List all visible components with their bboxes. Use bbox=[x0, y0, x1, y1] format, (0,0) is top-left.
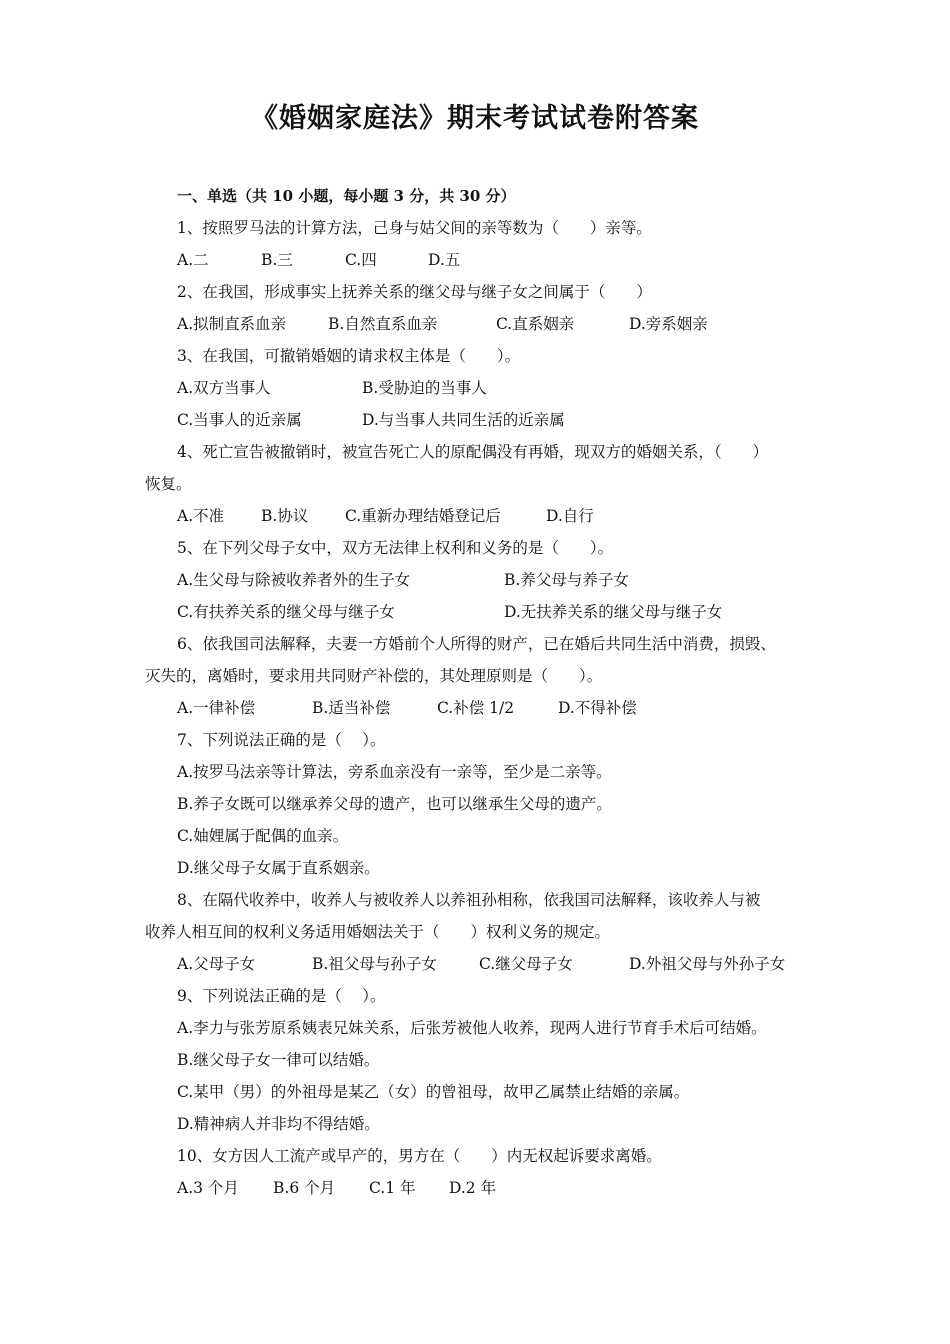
question-9-option-d: D.精神病人并非均不得结婚。 bbox=[177, 1115, 380, 1133]
question-7-option-c: C.妯娌属于配偶的血亲。 bbox=[177, 827, 349, 845]
option-b: B.协议 bbox=[261, 507, 309, 525]
option-a: A.不准 bbox=[177, 507, 225, 525]
question-4-stem-cont: 恢复。 bbox=[145, 475, 192, 493]
document-title: 《婚姻家庭法》期末考试试卷附答案 bbox=[251, 103, 699, 134]
option-d: D.不得补偿 bbox=[558, 699, 637, 717]
option-d: D.与当事人共同生活的近亲属 bbox=[362, 411, 565, 429]
section-heading: 一、单选（共 10 小题，每小题 3 分，共 30 分） bbox=[177, 187, 516, 205]
option-a: A.一律补偿 bbox=[177, 699, 256, 717]
option-d: D.旁系姻亲 bbox=[629, 315, 708, 333]
question-8-stem-cont: 收养人相互间的权利义务适用婚姻法关于（ ）权利义务的规定。 bbox=[145, 923, 611, 941]
option-a: A.拟制直系血亲 bbox=[177, 315, 287, 333]
option-c: C.有扶养关系的继父母与继子女 bbox=[177, 603, 395, 621]
option-c: C.继父母子女 bbox=[479, 955, 573, 973]
option-c: C.补偿 1/2 bbox=[437, 699, 515, 717]
question-2-stem: 2、在我国，形成事实上抚养关系的继父母与继子女之间属于（ ） bbox=[177, 283, 652, 301]
question-5-stem: 5、在下列父母子女中，双方无法律上权利和义务的是（ ）。 bbox=[177, 539, 614, 557]
option-d: D.外祖父母与外孙子女 bbox=[629, 955, 786, 973]
question-7-option-d: D.继父母子女属于直系姻亲。 bbox=[177, 859, 380, 877]
question-6-stem: 6、依我国司法解释，夫妻一方婚前个人所得的财产，已在婚后共同生活中消费，损毁、 bbox=[177, 635, 776, 653]
option-b: B.养父母与养子女 bbox=[504, 571, 629, 589]
question-1-stem: 1、按照罗马法的计算方法，己身与姑父间的亲等数为（ ）亲等。 bbox=[177, 219, 652, 237]
option-b: B.祖父母与孙子女 bbox=[312, 955, 437, 973]
question-9-option-c: C.某甲（男）的外祖母是某乙（女）的曾祖母，故甲乙属禁止结婚的亲属。 bbox=[177, 1083, 690, 1101]
option-b: B.受胁迫的当事人 bbox=[362, 379, 487, 397]
option-d: D.五 bbox=[428, 251, 461, 269]
question-7-option-a: A.按罗马法亲等计算法，旁系血亲没有一亲等，至少是二亲等。 bbox=[177, 763, 612, 781]
question-10-stem: 10、女方因人工流产或早产的，男方在（ ）内无权起诉要求离婚。 bbox=[177, 1147, 662, 1165]
option-c: C.当事人的近亲属 bbox=[177, 411, 302, 429]
option-d: D.2 年 bbox=[449, 1179, 497, 1197]
question-7-stem: 7、下列说法正确的是（ ）。 bbox=[177, 731, 386, 749]
option-a: A.双方当事人 bbox=[177, 379, 271, 397]
option-a: A.3 个月 bbox=[177, 1179, 239, 1197]
option-b: B.三 bbox=[261, 251, 293, 269]
option-a: A.父母子女 bbox=[177, 955, 256, 973]
option-c: C.直系姻亲 bbox=[496, 315, 575, 333]
option-a: A.二 bbox=[177, 251, 209, 269]
question-9-option-a: A.李力与张芳原系姨表兄妹关系，后张芳被他人收养，现两人进行节育手术后可结婚。 bbox=[177, 1019, 767, 1037]
option-c: C.四 bbox=[345, 251, 377, 269]
question-7-option-b: B.养子女既可以继承养父母的遗产，也可以继承生父母的遗产。 bbox=[177, 795, 612, 813]
question-4-stem: 4、死亡宣告被撤销时，被宣告死亡人的原配偶没有再婚，现双方的婚姻关系，（ ） bbox=[177, 443, 769, 461]
option-b: B.适当补偿 bbox=[312, 699, 391, 717]
option-c: C.重新办理结婚登记后 bbox=[345, 507, 501, 525]
question-9-option-b: B.继父母子女一律可以结婚。 bbox=[177, 1051, 380, 1069]
question-3-stem: 3、在我国，可撤销婚姻的请求权主体是（ ）。 bbox=[177, 347, 521, 365]
option-b: B.6 个月 bbox=[273, 1179, 336, 1197]
question-6-stem-cont: 灭失的，离婚时，要求用共同财产补偿的，其处理原则是（ ）。 bbox=[145, 667, 603, 685]
question-9-stem: 9、下列说法正确的是（ ）。 bbox=[177, 987, 386, 1005]
option-a: A.生父母与除被收养者外的生子女 bbox=[177, 571, 411, 589]
question-8-stem: 8、在隔代收养中，收养人与被收养人以养祖孙相称，依我国司法解释，该收养人与被 bbox=[177, 891, 761, 909]
option-d: D.无扶养关系的继父母与继子女 bbox=[504, 603, 723, 621]
option-c: C.1 年 bbox=[369, 1179, 416, 1197]
option-d: D.自行 bbox=[546, 507, 594, 525]
option-b: B.自然直系血亲 bbox=[328, 315, 438, 333]
